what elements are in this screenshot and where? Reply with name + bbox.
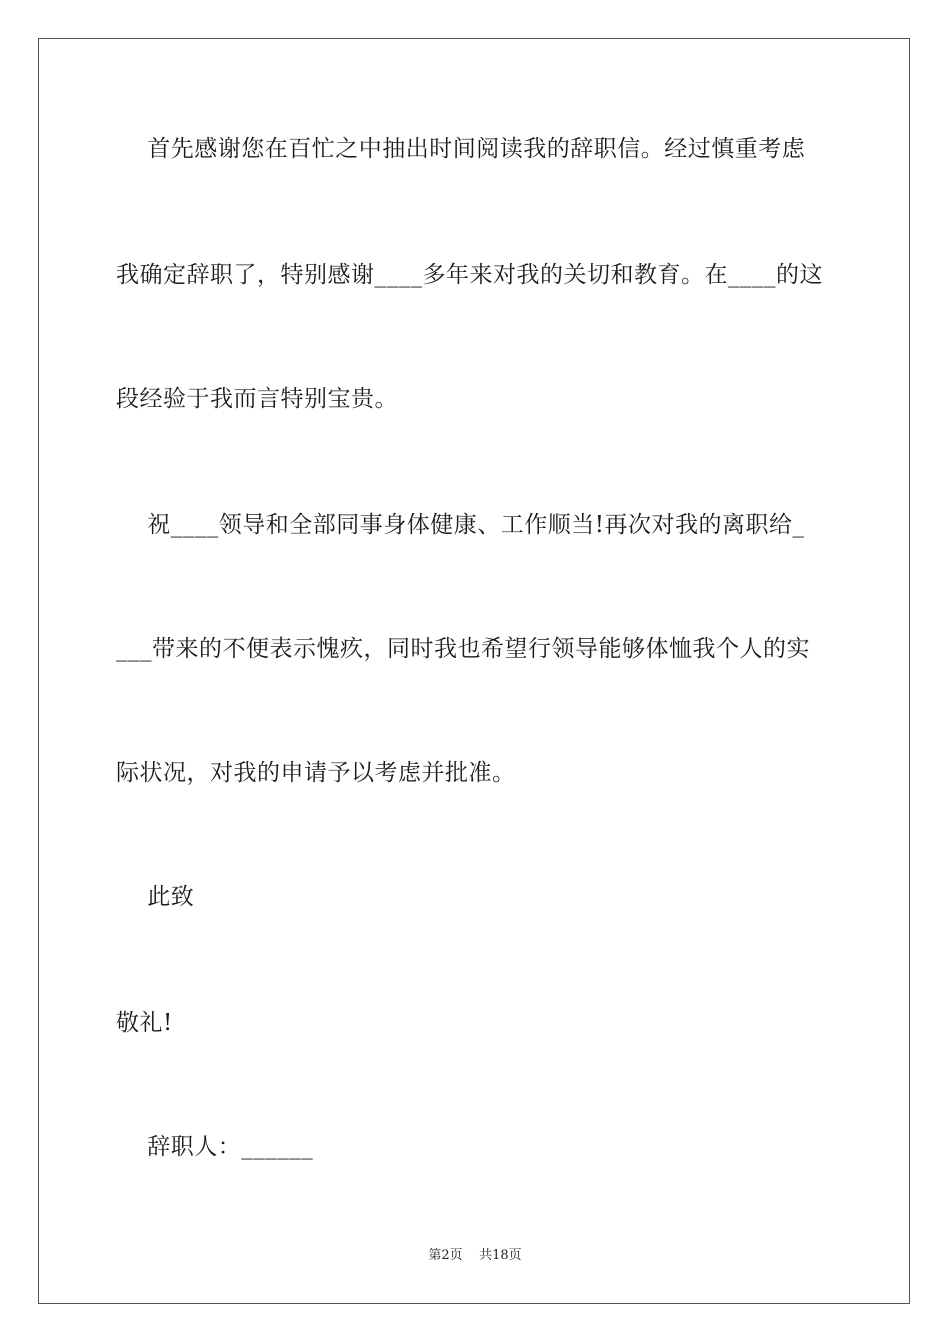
- closing-salutation: 此致: [116, 884, 195, 910]
- closing-regards: 敬礼!: [116, 1010, 173, 1036]
- letter-paragraph-line-1: 首先感谢您在百忙之中抽出时间阅读我的辞职信。经过慎重考虑: [116, 136, 806, 162]
- page-number-footer: 第2页 共18页: [428, 1248, 522, 1263]
- letter-paragraph-line-6: 际状况，对我的申请予以考虑并批准。: [116, 760, 516, 786]
- page-frame: [38, 38, 910, 1304]
- letter-paragraph-line-4: 祝____领导和全部同事身体健康、工作顺当!再次对我的离职给_: [116, 512, 805, 538]
- signature-line: 辞职人：______: [116, 1134, 314, 1160]
- letter-paragraph-line-5: ___带来的不便表示愧疚，同时我也希望行领导能够体恤我个人的实: [116, 636, 810, 662]
- letter-paragraph-line-3: 段经验于我而言特别宝贵。: [116, 386, 398, 412]
- letter-paragraph-line-2: 我确定辞职了，特别感谢____多年来对我的关切和教育。在____的这: [116, 262, 823, 288]
